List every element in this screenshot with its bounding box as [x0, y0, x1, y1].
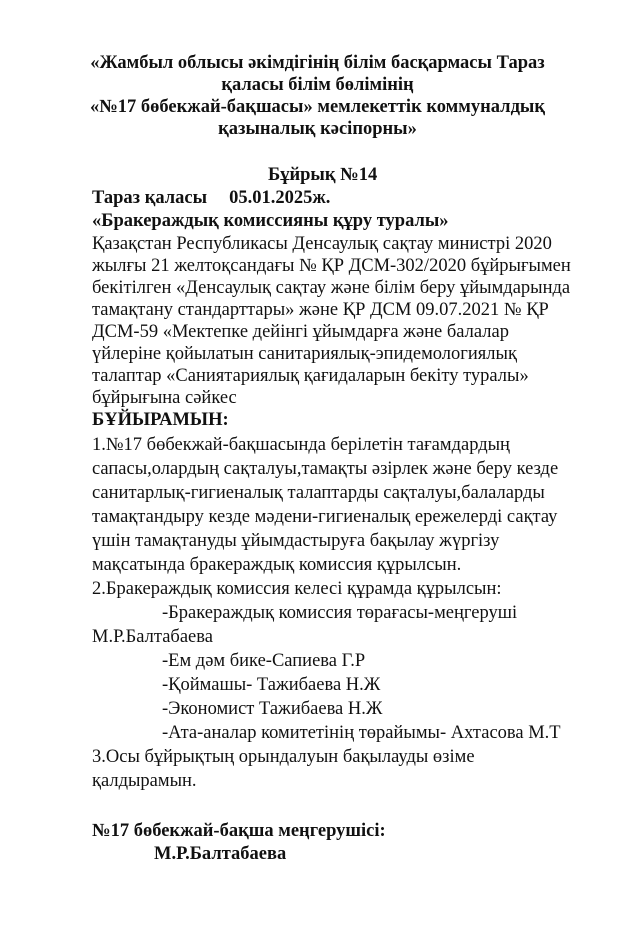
point2-member: -Экономист Тажибаева Н.Ж [162, 699, 383, 719]
signature-name: М.Р.Балтабаева [154, 844, 287, 864]
point1-line: тамақтандыру кезде мәдени-гигиеналық ережелерді сақтау [92, 507, 558, 527]
basis-line: жылғы 21 желтоқсандағы № ҚР ДСМ-302/2020 бұйрығымен [92, 256, 571, 276]
basis-line: үйлеріне қойылатын санитариялық-эпидемологиялық [92, 344, 517, 364]
point2-chair-name: М.Р.Балтабаева [92, 627, 213, 647]
header-line-3: «№17 бөбекжай-бақшасы» мемлекеттік коммуналдық [89, 97, 546, 117]
header-line-4: қазыналық кәсіпорны» [218, 119, 417, 139]
signature-position: №17 бөбекжай-бақша меңгерушісі: [92, 821, 386, 841]
point2-member: -Ата-аналар комитетінің төрайымы- Ахтасова М.Т [162, 723, 561, 743]
basis-line: тамақтану стандарттары» және ҚР ДСМ 09.07.2021 № ҚР [92, 300, 549, 320]
basis-line: бұйрығына сәйкес [92, 388, 237, 408]
command-heading: БҰЙЫРАМЫН: [92, 410, 229, 430]
point1-line: үшін тамақтануды ұйымдастыруға бақылау жүргізу [92, 531, 500, 551]
basis-line: бекітілген «Денсаулық сақтау және білім беру ұйымдарында [92, 278, 571, 298]
order-city: Тараз қаласы [92, 188, 208, 208]
point1-line: санитарлық-гигиеналық талаптарды сақталуы,балаларды [92, 483, 545, 503]
header-line-1: «Жамбыл облысы әкімдігінің білім басқармасы Тараз [90, 53, 545, 73]
point1-line: мақсатында бракераждық комиссия құрылсын. [92, 555, 462, 575]
order-subject: «Бракераждық комиссияны құру туралы» [92, 211, 449, 231]
basis-line: ДСМ-59 «Мектепке дейінгі ұйымдарға және балалар [92, 322, 509, 342]
order-title: Бұйрық №14 [268, 165, 378, 185]
basis-line: Қазақстан Республикасы Денсаулық сақтау министрі 2020 [92, 234, 552, 254]
point2-intro: 2.Бракераждық комиссия келесі құрамда құрылсын: [92, 579, 502, 599]
order-place-date [92, 187, 330, 209]
basis-line: талаптар «Саниятариялық қағидаларын бекіту туралы» [92, 366, 529, 386]
header-line-2: қаласы білім бөлімінің [221, 75, 414, 95]
point2-member: -Қоймашы- Тажибаева Н.Ж [162, 675, 381, 695]
point1-line: 1.№17 бөбекжай-бақшасында берілетін тағамдардың [92, 435, 510, 455]
point3-line: 3.Осы бұйрықтың орындалуын бақылауды өзіме [92, 747, 475, 767]
point1-line: сапасы,олардың сақталуы,тамақты әзірлек және беру кезде [92, 459, 559, 479]
point3-line: қалдырамын. [92, 771, 197, 791]
point2-chair: -Бракераждық комиссия төрағасы-меңгеруші [162, 603, 518, 623]
point2-member: -Ем дәм бике-Сапиева Г.Р [162, 651, 366, 671]
order-date: 05.01.2025ж. [229, 188, 331, 208]
